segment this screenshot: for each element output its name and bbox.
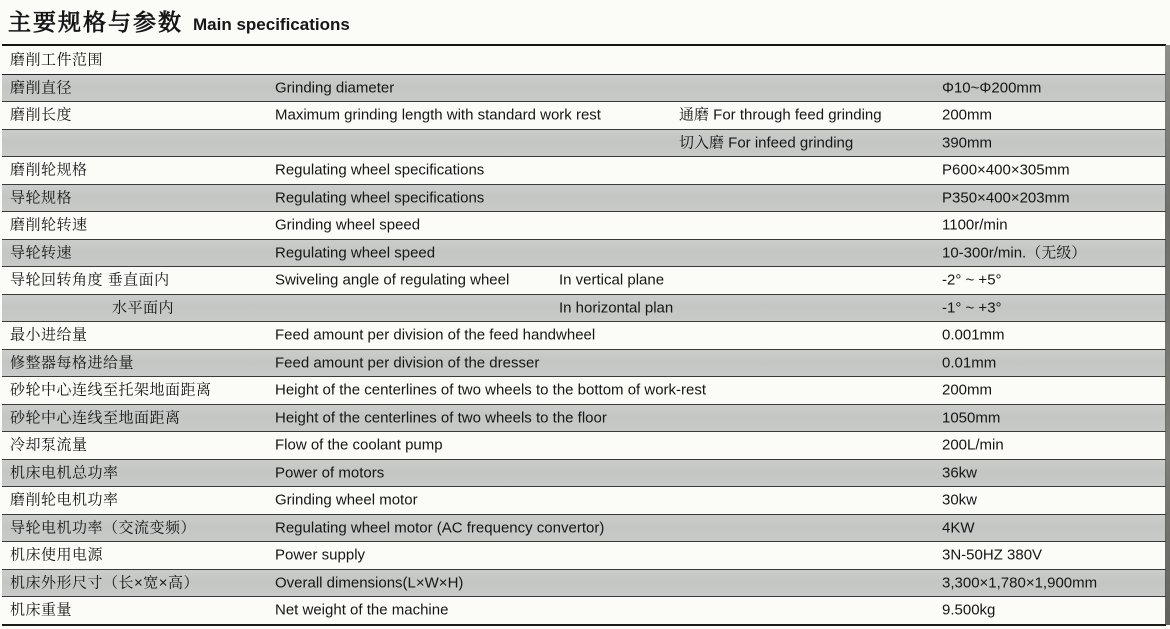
- row-label-en: Overall dimensions(L×W×H): [275, 574, 464, 592]
- row-value: 30kw: [942, 491, 978, 509]
- row-label-en: Swiveling angle of regulating wheel: [275, 271, 510, 289]
- row-value: 200mm: [942, 106, 993, 124]
- row-label-cn: 磨削轮规格: [10, 161, 88, 179]
- row-value: -1° ~ +3°: [942, 299, 1002, 317]
- row-label-cn: 磨削轮电机功率: [10, 491, 119, 509]
- scan-edge-artifact: [1165, 45, 1170, 625]
- page-title-en: Main specifications: [193, 15, 350, 34]
- row-label-cn: 导轮转速: [10, 244, 73, 262]
- row-label-en: Regulating wheel specifications: [275, 161, 485, 179]
- row-value: P600×400×305mm: [942, 161, 1070, 179]
- row-value: 9.500kg: [942, 601, 996, 619]
- table-body: [2, 75, 1166, 624]
- row-value: Φ10~Φ200mm: [942, 79, 1042, 97]
- row-label-cn: 修整器每格进给量: [10, 354, 135, 372]
- page-title: [8, 4, 1162, 37]
- table-row: [2, 75, 1166, 103]
- row-label-en: Feed amount per division of the feed handwheel: [275, 326, 596, 344]
- row-value: 10-300r/min.（无级）: [942, 244, 1087, 262]
- table-row: [2, 130, 1166, 158]
- row-label-en: Maximum grinding length with standard work rest: [275, 106, 601, 124]
- row-label-en: Feed amount per division of the dresser: [275, 354, 540, 372]
- row-label-cn: 机床重量: [10, 601, 73, 619]
- row-value: 0.001mm: [942, 326, 1005, 344]
- row-label-cn: 磨削直径: [10, 79, 73, 97]
- row-label-en: Regulating wheel specifications: [275, 189, 485, 207]
- row-label-cn: 水平面内: [112, 299, 175, 317]
- row-label-en: Height of the centerlines of two wheels to the floor: [275, 409, 607, 427]
- specifications-table: [2, 44, 1166, 626]
- table-row: [2, 240, 1166, 268]
- table-row: [2, 460, 1166, 488]
- table-row: [2, 295, 1166, 323]
- row-value: 200mm: [942, 381, 993, 399]
- table-row: [2, 212, 1166, 240]
- section-header-label: 磨削工件范围: [10, 51, 104, 69]
- row-label-en: Flow of the coolant pump: [275, 436, 443, 454]
- table-row: [2, 570, 1166, 598]
- row-value: 200L/min: [942, 436, 1004, 454]
- row-label-cn: 磨削长度: [10, 106, 73, 124]
- row-value: 390mm: [942, 134, 993, 152]
- table-row: [2, 515, 1166, 543]
- table-row: [2, 432, 1166, 460]
- row-label-en: Power of motors: [275, 464, 385, 482]
- table-section-header-row: [2, 46, 1166, 75]
- row-label-en: Grinding wheel motor: [275, 491, 418, 509]
- row-value: 36kw: [942, 464, 978, 482]
- table-row: [2, 542, 1166, 570]
- page-title-cn: 主要规格与参数: [8, 9, 183, 35]
- row-label-cn: 机床使用电源: [10, 546, 104, 564]
- row-label-cn: 导轮电机功率（交流变频）: [10, 519, 197, 537]
- row-label-cn: 机床外形尺寸（长×宽×高）: [10, 574, 200, 592]
- row-label-en: Grinding diameter: [275, 79, 395, 97]
- table-row: [2, 597, 1166, 624]
- row-value: P350×400×203mm: [942, 189, 1070, 207]
- row-value: 3N-50HZ 380V: [942, 546, 1043, 564]
- row-label-en: Regulating wheel speed: [275, 244, 436, 262]
- row-label-cn: 砂轮中心连线至地面距离: [10, 409, 181, 427]
- table-row: [2, 267, 1166, 295]
- table-row: [2, 185, 1166, 213]
- table-row: [2, 102, 1166, 130]
- table-row: [2, 377, 1166, 405]
- table-row: [2, 405, 1166, 433]
- row-label-en: Power supply: [275, 546, 366, 564]
- row-label-cn: 磨削轮转速: [10, 216, 88, 234]
- row-value: 4KW: [942, 519, 975, 537]
- table-row: [2, 322, 1166, 350]
- row-label-en: Regulating wheel motor (AC frequency convertor): [275, 519, 605, 537]
- row-sub-label: In vertical plane: [559, 271, 665, 289]
- row-label-cn: 最小进给量: [10, 326, 88, 344]
- row-label-en: Height of the centerlines of two wheels to the bottom of work-rest: [275, 381, 707, 399]
- row-sub-label: 切入磨 For infeed grinding: [679, 134, 854, 152]
- row-label-cn: 导轮回转角度 垂直面内: [10, 271, 170, 289]
- table-row: [2, 157, 1166, 185]
- table-row: [2, 487, 1166, 515]
- row-sub-label: 通磨 For through feed grinding: [679, 106, 882, 124]
- row-value: 1100r/min: [942, 216, 1008, 234]
- row-label-cn: 机床电机总功率: [10, 464, 119, 482]
- row-label-cn: 冷却泵流量: [10, 436, 88, 454]
- row-sub-label: In horizontal plan: [559, 299, 674, 317]
- row-value: 0.01mm: [942, 354, 997, 372]
- row-label-cn: 导轮规格: [10, 189, 73, 207]
- row-label-en: Grinding wheel speed: [275, 216, 421, 234]
- row-value: -2° ~ +5°: [942, 271, 1002, 289]
- row-value: 3,300×1,780×1,900mm: [942, 574, 1098, 592]
- table-row: [2, 350, 1166, 378]
- row-label-cn: 砂轮中心连线至托架地面距离: [10, 381, 212, 399]
- row-value: 1050mm: [942, 409, 1001, 427]
- row-label-en: Net weight of the machine: [275, 601, 449, 619]
